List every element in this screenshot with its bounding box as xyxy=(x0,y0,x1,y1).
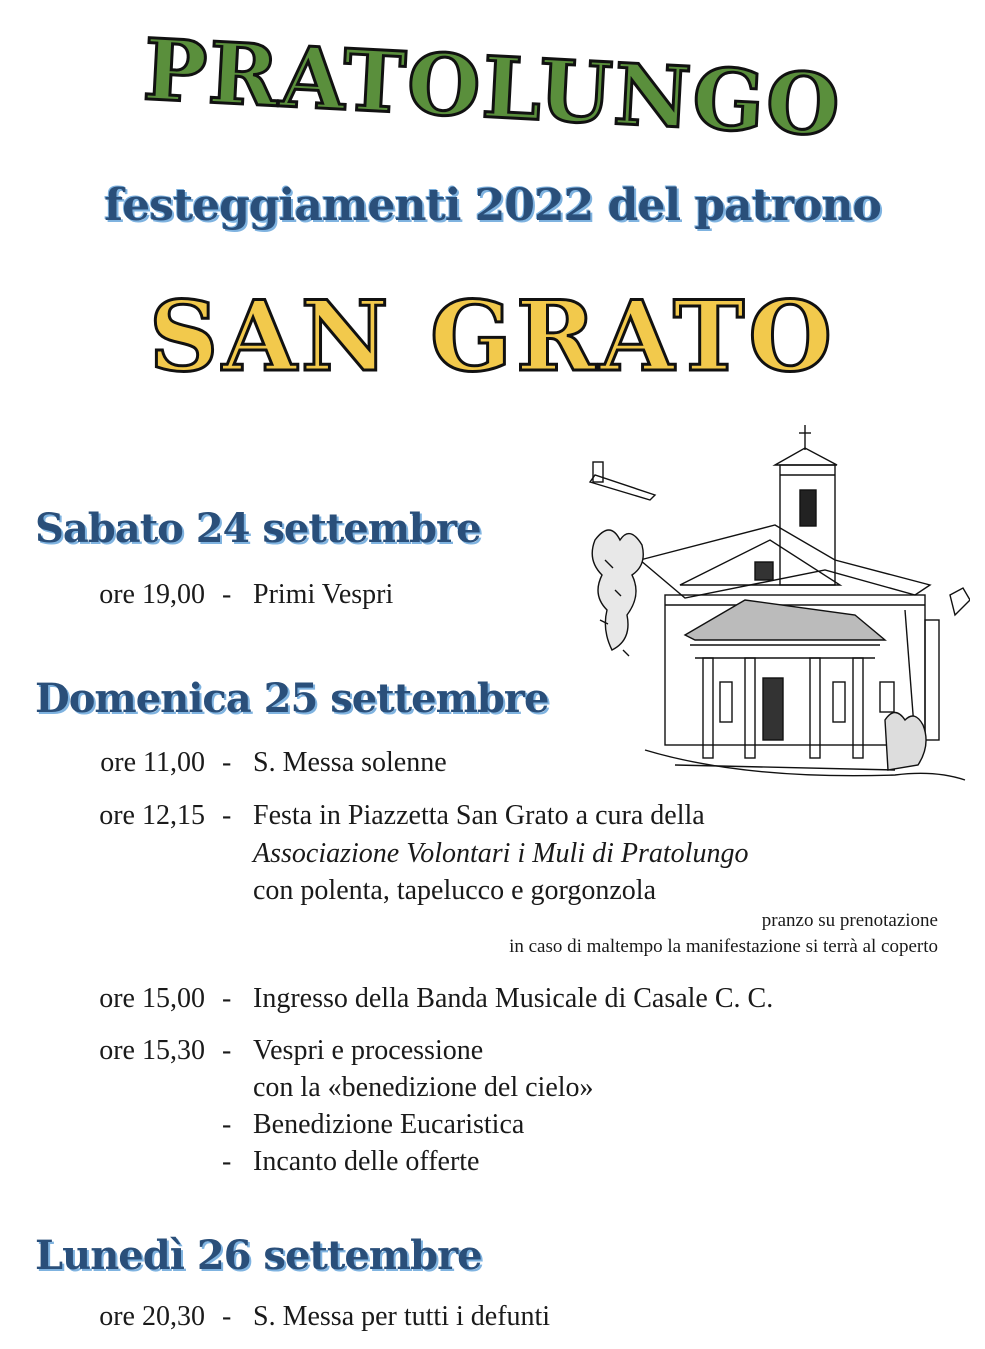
event-description: Primi Vespri xyxy=(253,579,394,610)
event-description: S. Messa per tutti i defunti xyxy=(253,1301,551,1332)
day-heading-monday: Lunedì 26 settembre xyxy=(35,1232,482,1279)
event-dash: - xyxy=(222,1146,232,1177)
day-heading-sunday: Domenica 25 settembre xyxy=(35,675,549,722)
event-dash: - xyxy=(222,1035,232,1066)
event-dash: - xyxy=(222,747,232,778)
event-description: con la «benedizione del cielo» xyxy=(253,1072,594,1103)
event-dash: - xyxy=(222,1109,232,1140)
event-time: ore 19,00 xyxy=(99,579,205,610)
page-subtitle: festeggiamenti 2022 del patrono xyxy=(104,180,881,231)
event-time: ore 12,15 xyxy=(99,800,205,831)
event-dash: - xyxy=(222,1301,232,1332)
event-description-menu: con polenta, tapelucco e gorgonzola xyxy=(253,875,656,906)
event-description: Ingresso della Banda Musicale di Casale C. C. xyxy=(253,983,774,1014)
event-note-weather: in caso di maltempo la manifestazione si terrà al coperto xyxy=(509,936,938,957)
event-dash: - xyxy=(222,983,232,1014)
event-description: S. Messa solenne xyxy=(253,747,447,778)
event-note-reservation: pranzo su prenotazione xyxy=(761,910,938,931)
event-time: ore 20,30 xyxy=(99,1301,205,1332)
page-title: PRATOLUNGO xyxy=(141,19,844,156)
day-heading-saturday: Sabato 24 settembre xyxy=(35,505,481,552)
event-dash: - xyxy=(222,579,232,610)
event-description: Vespri e processione xyxy=(253,1035,484,1066)
event-time: ore 11,00 xyxy=(100,747,205,778)
church-drawing-icon xyxy=(585,420,970,790)
saint-title: SAN GRATO xyxy=(148,280,837,393)
event-description-organizer: Associazione Volontari i Muli di Pratolungo xyxy=(253,838,749,869)
event-description: Incanto delle offerte xyxy=(253,1146,480,1177)
event-description: Festa in Piazzetta San Grato a cura della xyxy=(253,800,705,831)
event-dash: - xyxy=(222,800,232,831)
event-time: ore 15,00 xyxy=(99,983,205,1014)
event-description: Benedizione Eucaristica xyxy=(253,1109,525,1140)
event-time: ore 15,30 xyxy=(99,1035,205,1066)
